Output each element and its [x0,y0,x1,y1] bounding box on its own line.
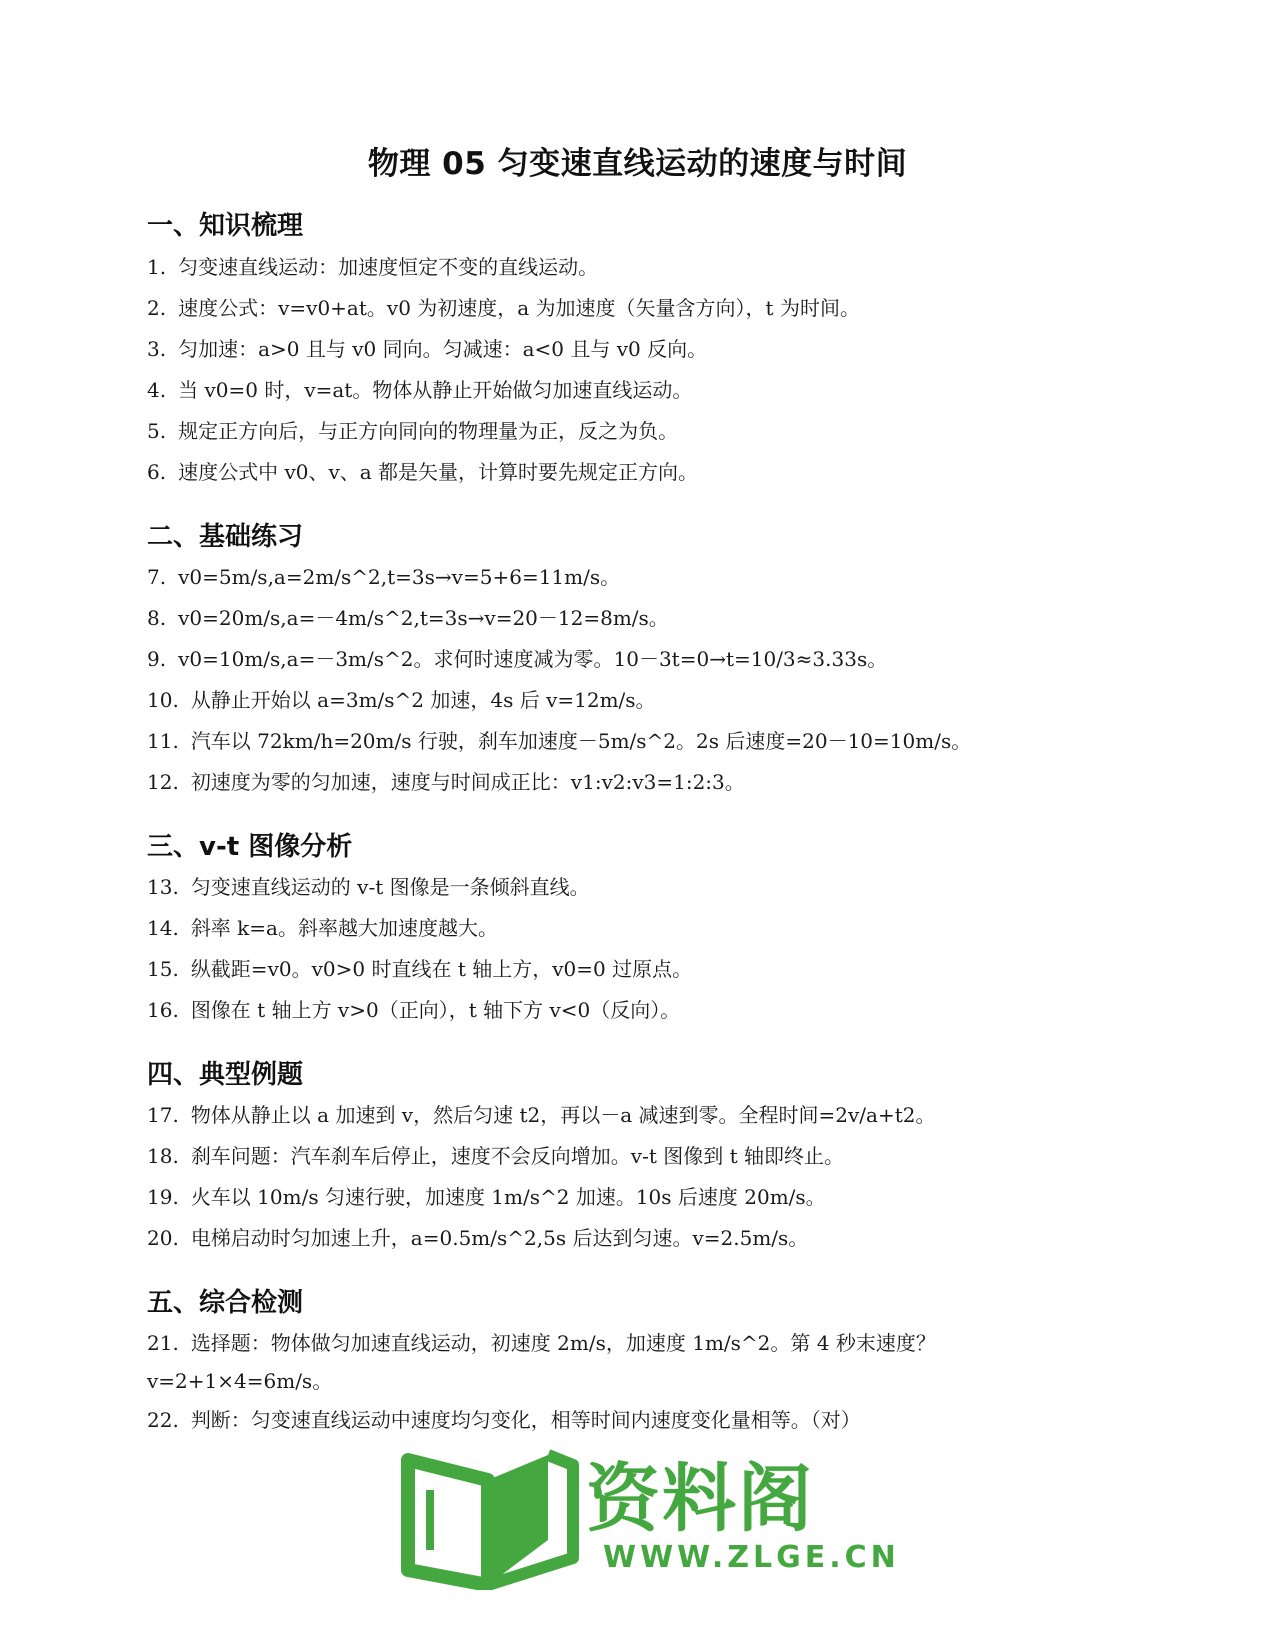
list-item: 11. 汽车以 72km/h=20m/s 行驶，刹车加速度－5m/s^2。2s 后速度=20－10=10m/s。 [147,729,972,753]
book-icon [398,1440,588,1590]
list-item: 17. 物体从静止以 a 加速到 v，然后匀速 t2，再以－a 减速到零。全程时间=2v/a+t2。 [147,1103,936,1127]
list-item: 6. 速度公式中 v0、v、a 都是矢量，计算时要先规定正方向。 [147,460,699,484]
watermark-url: WWW.ZLGE.CN [603,1540,900,1575]
watermark-name: 资料阁 [586,1456,814,1542]
section-heading-test: 五、综合检测 [147,1288,304,1318]
section-heading-practice: 二、基础练习 [147,522,304,552]
list-item: 2. 速度公式：v=v0+at。v0 为初速度，a 为加速度（矢量含方向），t 为时间。 [147,296,860,320]
section-heading-examples: 四、典型例题 [147,1060,304,1090]
section-heading-knowledge: 一、知识梳理 [147,211,304,241]
list-item: 13. 匀变速直线运动的 v-t 图像是一条倾斜直线。 [147,875,590,899]
list-item: 1. 匀变速直线运动：加速度恒定不变的直线运动。 [147,255,599,279]
list-item: 18. 刹车问题：汽车刹车后停止，速度不会反向增加。v-t 图像到 t 轴即终止。 [147,1144,845,1168]
list-item: 22. 判断：匀变速直线运动中速度均匀变化，相等时间内速度变化量相等。（对） [147,1408,861,1432]
list-item: 21. 选择题：物体做匀加速直线运动，初速度 2m/s，加速度 1m/s^2。第 4 秒末速度？v=2+1×4=6m/s。 [147,1331,936,1393]
list-item: 15. 纵截距=v0。v0>0 时直线在 t 轴上方，v0=0 过原点。 [147,957,693,981]
list-item: 19. 火车以 10m/s 匀速行驶，加速度 1m/s^2 加速。10s 后速度 20m/s。 [147,1185,826,1209]
list-item: 14. 斜率 k=a。斜率越大加速度越大。 [147,916,498,940]
list-item: 16. 图像在 t 轴上方 v>0（正向），t 轴下方 v<0（反向）。 [147,998,681,1022]
list-item: 10. 从静止开始以 a=3m/s^2 加速，4s 后 v=12m/s。 [147,688,656,712]
list-item: 3. 匀加速：a>0 且与 v0 同向。匀减速：a<0 且与 v0 反向。 [147,337,708,361]
list-item: 5. 规定正方向后，与正方向同向的物理量为正，反之为负。 [147,419,679,443]
list-item: 4. 当 v0=0 时，v=at。物体从静止开始做匀加速直线运动。 [147,378,693,402]
list-item: 20. 电梯启动时匀加速上升，a=0.5m/s^2,5s 后达到匀速。v=2.5m/s。 [147,1226,809,1250]
list-item: 7. v0=5m/s,a=2m/s^2,t=3s→v=5+6=11m/s。 [147,565,621,589]
watermark-logo [398,1440,900,1590]
page-title: 物理 05 匀变速直线运动的速度与时间 [367,146,908,182]
section-heading-vt-graph: 三、v-t 图像分析 [147,832,353,862]
list-item: 8. v0=20m/s,a=－4m/s^2,t=3s→v=20－12=8m/s。 [147,606,669,630]
list-item: 9. v0=10m/s,a=－3m/s^2。求何时速度减为零。10－3t=0→t=10/3≈3.33s。 [147,647,888,671]
list-item: 12. 初速度为零的匀加速，速度与时间成正比：v1:v2:v3=1:2:3。 [147,770,745,794]
